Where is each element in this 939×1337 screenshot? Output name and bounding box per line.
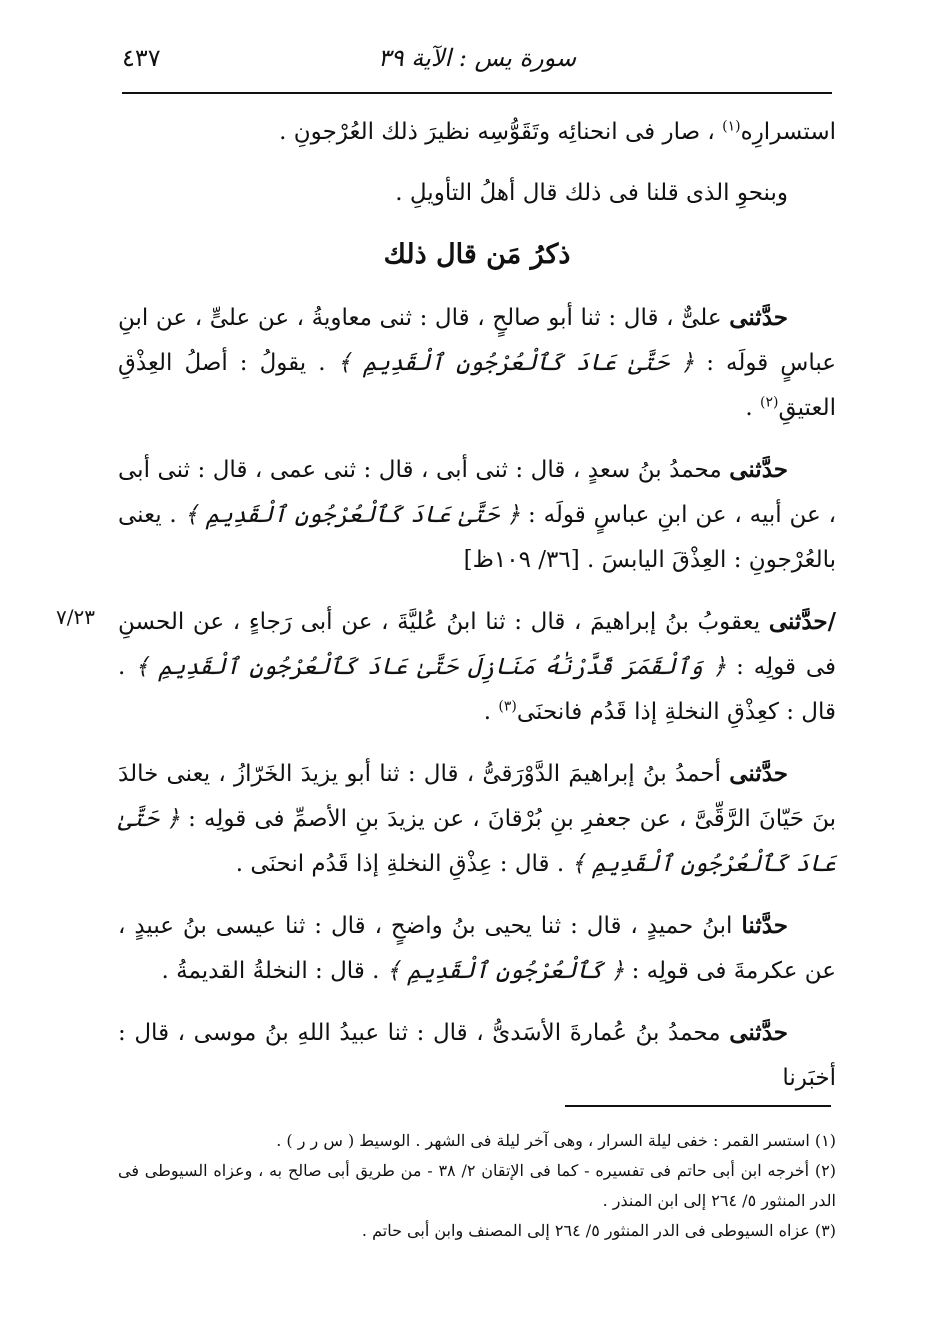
footnote-ref-2[interactable]: (٢) xyxy=(759,394,779,411)
narration-text: . قال : عِذْقِ النخلةِ إذا قَدُم انحنَى . xyxy=(235,851,565,877)
narration-text: . xyxy=(483,699,492,725)
narration-6 xyxy=(118,1010,836,1101)
narration-text: . قال : النخلةُ القديمةُ . xyxy=(161,958,380,984)
narration-text: أحمدُ بنُ إبراهيمَ الدَّوْرَقىُّ ، قال : ثنا أبو يزيدَ الخَرّازُ ، يعنى خالدَ بنَ حَيّانَ الرَّقِّىَّ ، عن جعفرِ بنِ بُرْقانَ ، عن يزيدَ بنِ الأصمِّ فى قولِه : xyxy=(118,761,836,832)
narration-text: يعقوبُ بنُ إبراهيمَ ، قال : ثنا ابنُ عُليَّةَ ، عن أبى رَجاءٍ ، عن الحسنِ فى قولِه : xyxy=(118,609,836,680)
footnote-ref-1[interactable]: (١) xyxy=(722,118,741,135)
footnote-ref-3[interactable]: (٣) xyxy=(498,698,517,715)
footnote-3: (٣) عزاه السيوطى فى الدر المنثور ٥/ ٢٦٤ إلى المصنف وابن أبى حاتم . xyxy=(361,1221,836,1240)
narration-text: . xyxy=(745,395,753,421)
footnote-rule xyxy=(565,1105,831,1107)
narration-text: . قال : كعِذْقِ النخلةِ إذا قَدُم فانحنَى xyxy=(118,654,836,725)
footnote-2: (٢) أخرجه ابن أبى حاتم فى تفسيره - كما فى الإتقان ٢/ ٣٨ - من طريق أبى صالح به ، وعزاه السيوطى فى الدر المنثور ٥/ ٢٦٤ إلى ابن المنذر . xyxy=(118,1161,837,1210)
narration-text: علىٌّ ، قال : ثنا أبو صالحٍ ، قال : ثنى معاويةُ ، عن علىٍّ ، عن ابنِ عباسٍ قولَه : xyxy=(118,305,836,376)
footnote-1: (١) استسر القمر : خفى ليلة السرار ، وهى آخر ليلة فى الشهر . الوسيط ( س ر ر ) . xyxy=(276,1131,836,1150)
paragraph-text: ، صار فى انحنائِه وتَقَوُّسِه نظيرَ ذلك العُرْجونِ . xyxy=(279,119,715,145)
narration-text: . يعنى بالعُرْجونِ : العِذْقَ اليابسَ . [٣٦/ ١٠٩ظ] xyxy=(118,502,836,573)
narration-3 xyxy=(118,599,836,735)
page-number: ٤٣٧ xyxy=(122,44,161,72)
narration-4 xyxy=(118,751,836,887)
page-header xyxy=(122,36,832,94)
quran-quote: ﴿ كَٱلْعُرْجُونِ ٱلْقَدِيمِ ﴾ xyxy=(386,958,625,984)
quran-quote: ﴿ وَٱلْقَمَرَ قَدَّرْنَٰهُ مَنَازِلَ حَتَّىٰ عَادَ كَٱلْعُرْجُونِ ٱلْقَدِيمِ ﴾ xyxy=(135,654,727,680)
narration-text: ابنُ حميدٍ ، قال : ثنا يحيى بنُ واضحٍ ، قال : ثنا عيسى بنُ عبيدٍ ، عن عكرمةَ فى قولِه : xyxy=(118,913,836,984)
narration-2 xyxy=(118,447,836,583)
narration-text: . يقولُ : أصلُ العِذْقِ العتيقِ xyxy=(118,350,836,421)
quran-quote: ﴿ حَتَّىٰ عَادَ كَٱلْعُرْجُونِ ٱلْقَدِيمِ ﴾ xyxy=(118,806,836,877)
narration-5 xyxy=(118,903,836,994)
footnotes xyxy=(118,1126,836,1246)
narration-text: محمدُ بنُ سعدٍ ، قال : ثنى أبى ، قال : ثنى عمى ، قال : ثنى أبى ، عن أبيه ، عن ابنِ عباسٍ قولَه : xyxy=(118,457,836,528)
running-title: سورة يس : الآية ٣٩ xyxy=(377,44,577,72)
narration-lead: /حدَّثنى xyxy=(768,608,837,635)
narration-text: محمدُ بنُ عُمارةَ الأسَدىُّ ، قال : ثنا عبيدُ اللهِ بنُ موسى ، قال : أخبَرنا xyxy=(118,1020,836,1091)
margin-note: ٧/٢٣ xyxy=(56,605,95,629)
narration-lead: حدَّثنى xyxy=(729,304,788,331)
quran-quote: ﴿ حَتَّىٰ عَادَ كَٱلْعُرْجُونِ ٱلْقَدِيمِ ﴾ xyxy=(337,350,695,376)
paragraph-1 xyxy=(118,110,836,155)
narration-lead: حدَّثنى xyxy=(729,760,788,787)
narration-1 xyxy=(118,295,836,431)
paragraph-text: استسرارِه xyxy=(740,119,836,145)
main-text xyxy=(118,110,836,1117)
narration-lead: حدَّثنا xyxy=(741,912,789,939)
quran-quote: ﴿ حَتَّىٰ عَادَ كَٱلْعُرْجُونِ ٱلْقَدِيمِ ﴾ xyxy=(184,502,521,528)
narration-lead: حدَّثنى xyxy=(729,456,788,483)
narration-lead: حدَّثنى xyxy=(729,1019,788,1046)
paragraph-2: وبنحوِ الذى قلنا فى ذلك قال أهلُ التأويلِ . xyxy=(395,180,788,206)
section-heading: ذكرُ مَن قال ذلك xyxy=(383,239,571,270)
header-rule xyxy=(122,92,832,94)
